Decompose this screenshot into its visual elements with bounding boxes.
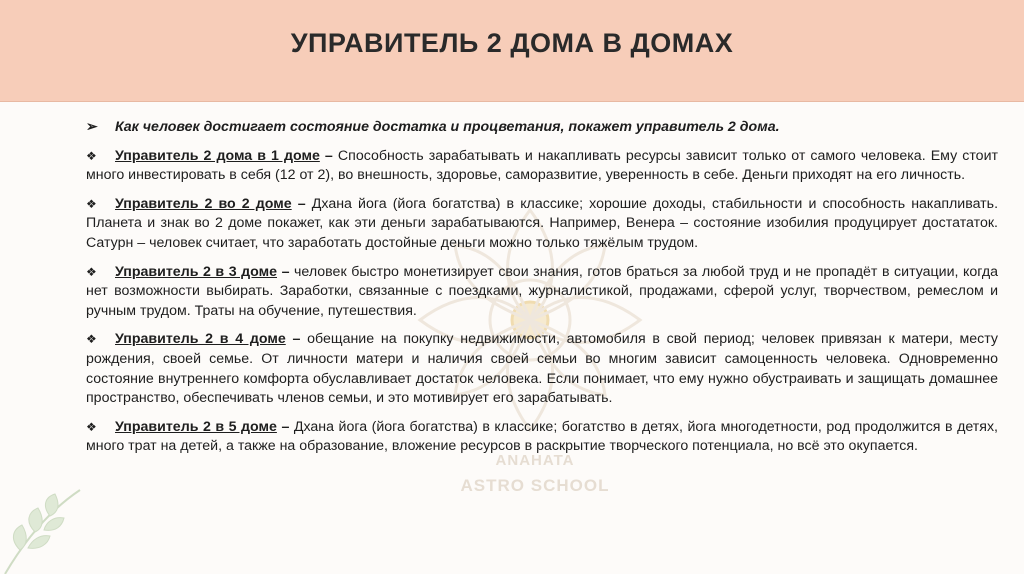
slide-title: УПРАВИТЕЛЬ 2 ДОМА В ДОМАХ [290,28,734,58]
list-item [86,418,998,457]
item-heading: Управитель 2 дома в 1 доме [115,147,320,164]
item-heading: Управитель 2 во 2 доме [115,195,292,212]
intro-line [86,118,998,138]
watermark-line-2: ASTRO SCHOOL [460,476,610,495]
list-item [86,195,998,254]
dash-separator: – [281,263,295,280]
dash-separator: – [297,195,312,212]
watermark-line-1: ANAHATA [495,452,575,469]
diamond-bullet-icon: ❖ [86,332,97,347]
title-banner [0,0,1024,102]
dash-separator: – [292,331,308,348]
item-text: обещание на покупку недвижимости, автомобиля в свой период; человек привязан к матери, месту рождения, своей семье. От личности матери и наличия своей семьи во многим зависит самоценность человека. Одновременно состояние внутреннего комфорта обуславливает достаток человека. Если понимает, что ему нужно обустраивать и защищать домашнее пространство, обеспечивать членов семьи, и это мотивирует его зарабатывать. [86,331,998,407]
list-item [86,330,998,408]
diamond-bullet-icon: ❖ [86,264,97,279]
content-body [86,118,998,466]
item-text: Дхана йога (йога богатства) в классике; богатство в детях, йога многодетности, род продолжится в детях, много трат на детей, а также на образование, вложение ресурсов в раскрытие творческого потенциала, но всё это окупается. [86,418,998,455]
item-heading: Управитель 2 в 3 доме [115,263,278,280]
diamond-bullet-icon: ❖ [86,196,97,211]
dash-separator: – [281,418,294,435]
item-heading: Управитель 2 в 5 доме [115,418,277,435]
dash-separator: – [324,147,338,164]
leaf-decoration-icon [0,470,90,574]
diamond-bullet-icon: ❖ [86,419,97,434]
item-heading: Управитель 2 в 4 доме [115,331,286,348]
item-text: человек быстро монетизирует свои знания, готов браться за любой труд и не пропадёт в ситуации, когда нет возможности выбирать. Заработки, связанные с поездками, журналистикой, продажами, сферой услуг, творчеством, ремеслом и ручным трудом. Траты на обучение, путешествия. [86,263,998,319]
item-text: Дхана йога (йога богатства) в классике; хорошие доходы, стабильности и способность накапливать. Планета и знак во 2 доме покажет, как эти деньги зарабатываются. Например, Венера – состояние изобилия продуцирует достататок. Сатурн – человек считает, что заработать достойные деньги можно только тяжёлым трудом. [86,195,999,251]
diamond-bullet-icon: ❖ [86,148,97,163]
list-item [86,147,998,186]
list-item [86,263,998,322]
arrow-bullet-icon: ➢ [86,119,98,135]
item-text: Способность зарабатывать и накапливать ресурсы зависит только от самого человека. Ему стоит много инвестировать в себя (12 от 2), во внешность, здоровье, саморазвитие, уверенность в себе. Деньги приходят на его личность. [86,147,998,184]
intro-text: Как человек достигает состояние достатка и процветания, покажет управитель 2 дома. [115,119,780,135]
